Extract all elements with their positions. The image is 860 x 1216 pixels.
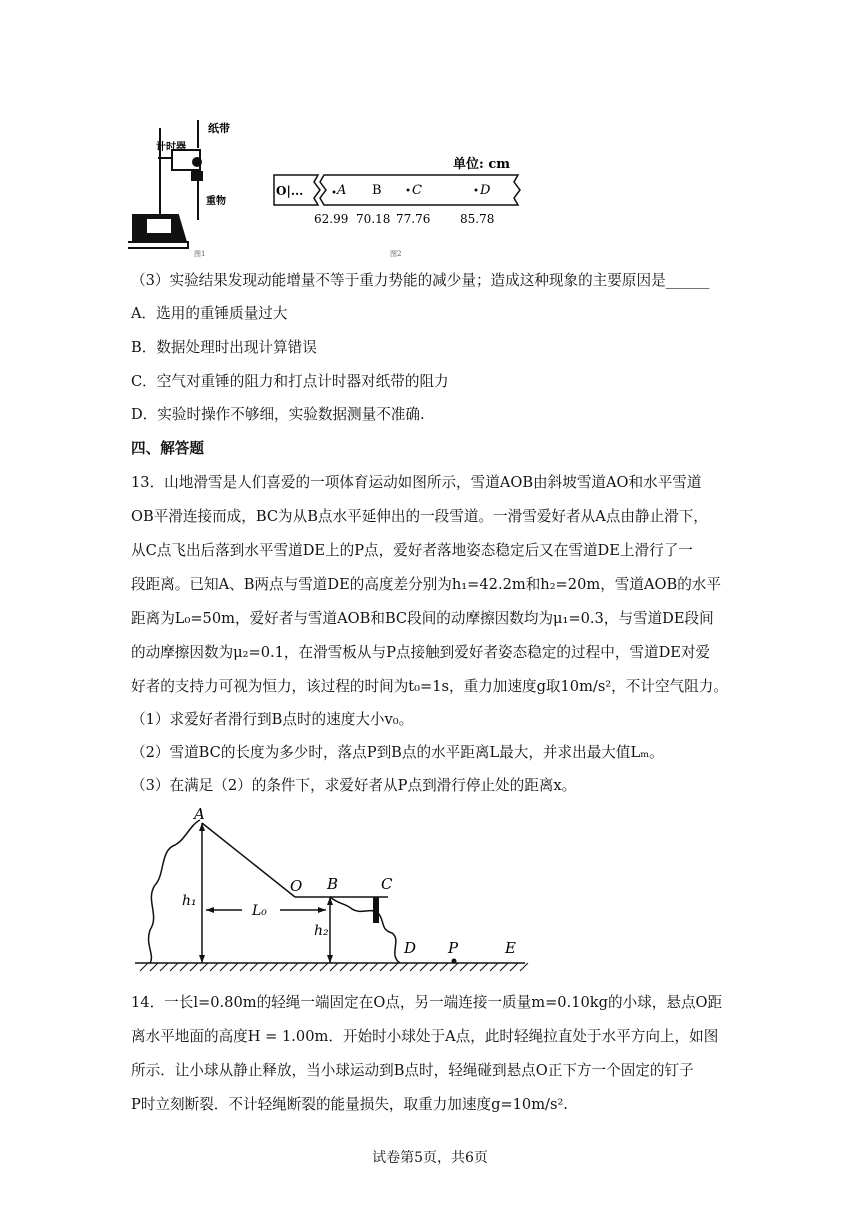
q13-line-7: 好者的支持力可视为恒力，该过程的时间为t₀=1s，重力加速度g取10m/s²，不计空气阻力。: [131, 678, 728, 695]
tape-point-c: C: [412, 183, 422, 198]
q13-sub-1: （1）求爱好者滑行到B点时的速度大小v₀。: [131, 711, 414, 728]
q13-line-1: 13．山地滑雪是人们喜爱的一项体育运动如图所示，雪道AOB由斜坡雪道AO和水平雪道: [131, 474, 702, 491]
label-b: B: [327, 875, 339, 893]
label-o: O: [290, 877, 303, 895]
q13-line-6: 的动摩擦因数为μ₂=0.1，在滑雪板从与P点接触到爱好者姿态稳定的过程中，雪道DE对爱: [131, 644, 711, 661]
tape-value-b: 70.18: [356, 212, 391, 226]
q14-line-1: 14．一长l=0.80m的轻绳一端固定在O点，另一端连接一质量m=0.10kg的小球，悬点O距: [131, 994, 723, 1011]
q13-sub-3: （3）在满足（2）的条件下，求爱好者从P点到滑行停止处的距离x。: [131, 777, 577, 794]
paper-tape-label: 纸带: [208, 122, 230, 135]
section-heading: 四、解答题: [131, 440, 204, 457]
label-h1: h₁: [182, 893, 197, 909]
page-footer: 试卷第5页，共6页: [372, 1150, 488, 1166]
weight-label: 重物: [206, 196, 226, 207]
label-l0: L₀: [252, 903, 267, 919]
fig1-caption: 图1: [194, 250, 206, 258]
q13-line-4: 段距离。已知A、B两点与雪道DE的高度差分别为h₁=42.2m和h₂=20m，雪道AOB的水平: [131, 576, 721, 593]
q13-line-2: OB平滑连接而成，BC为从B点水平延伸出的一段雪道。一滑雪爱好者从A点由静止滑下，: [131, 508, 708, 525]
q13-sub-2: （2）雪道BC的长度为多少时，落点P到B点的水平距离L最大，并求出最大值Lₘ。: [131, 744, 664, 761]
tape-value-a: 62.99: [314, 212, 349, 226]
option-d: D．实验时操作不够细，实验数据测量不准确.: [131, 406, 425, 423]
label-e: E: [505, 939, 516, 957]
option-a: A．选用的重锤质量过大: [131, 305, 288, 322]
label-p: P: [448, 939, 459, 957]
label-a: A: [194, 805, 205, 823]
label-d: D: [404, 939, 417, 957]
tape-point-a: A: [337, 183, 347, 198]
tape-value-d: 85.78: [460, 212, 495, 226]
q12-3-stem: （3）实验结果发现动能增量不等于重力势能的减少量；造成这种现象的主要原因是______: [131, 272, 710, 289]
c-post: [373, 897, 379, 923]
q14-line-3: 所示．让小球从静止释放，当小球运动到B点时，轻绳碰到悬点O正下方一个固定的钉子: [131, 1062, 694, 1079]
ground-hatching: [140, 963, 528, 971]
q13-line-3: 从C点飞出后落到水平雪道DE上的P点，爱好者落地姿态稳定后又在雪道DE上滑行了一: [131, 542, 693, 559]
q14-line-2: 离水平地面的高度H = 1.00m．开始时小球处于A点，此时轻绳拉直处于水平方向上，如图: [131, 1028, 719, 1045]
fig2-caption: 图2: [390, 250, 402, 258]
tape-point-b: B: [372, 183, 382, 198]
tape-value-c: 77.76: [396, 212, 431, 226]
experiment-figure: [128, 120, 528, 260]
tape-start: O|...: [276, 184, 304, 198]
timer-label: 计时器: [156, 142, 186, 153]
option-c: C．空气对重锤的阻力和打点计时器对纸带的阻力: [131, 373, 449, 390]
mountain-outline: [149, 820, 200, 963]
tape-point-d: D: [480, 183, 491, 198]
cliff-outline: [330, 897, 400, 963]
tape-unit: 单位: cm: [453, 157, 510, 172]
apparatus-diagram: [128, 120, 202, 248]
label-h2: h₂: [314, 923, 329, 939]
label-c: C: [381, 875, 393, 893]
slope-ao: [202, 823, 295, 897]
q13-line-5: 距离为L₀=50m，爱好者与雪道AOB和BC段间的动摩擦因数均为μ₁=0.3，与雪道DE段间: [131, 610, 714, 627]
option-b: B．数据处理时出现计算错误: [131, 339, 317, 356]
q14-line-4: P时立刻断裂．不计轻绳断裂的能量损失，取重力加速度g=10m/s².: [131, 1096, 568, 1113]
ski-slope-figure: [130, 805, 530, 975]
